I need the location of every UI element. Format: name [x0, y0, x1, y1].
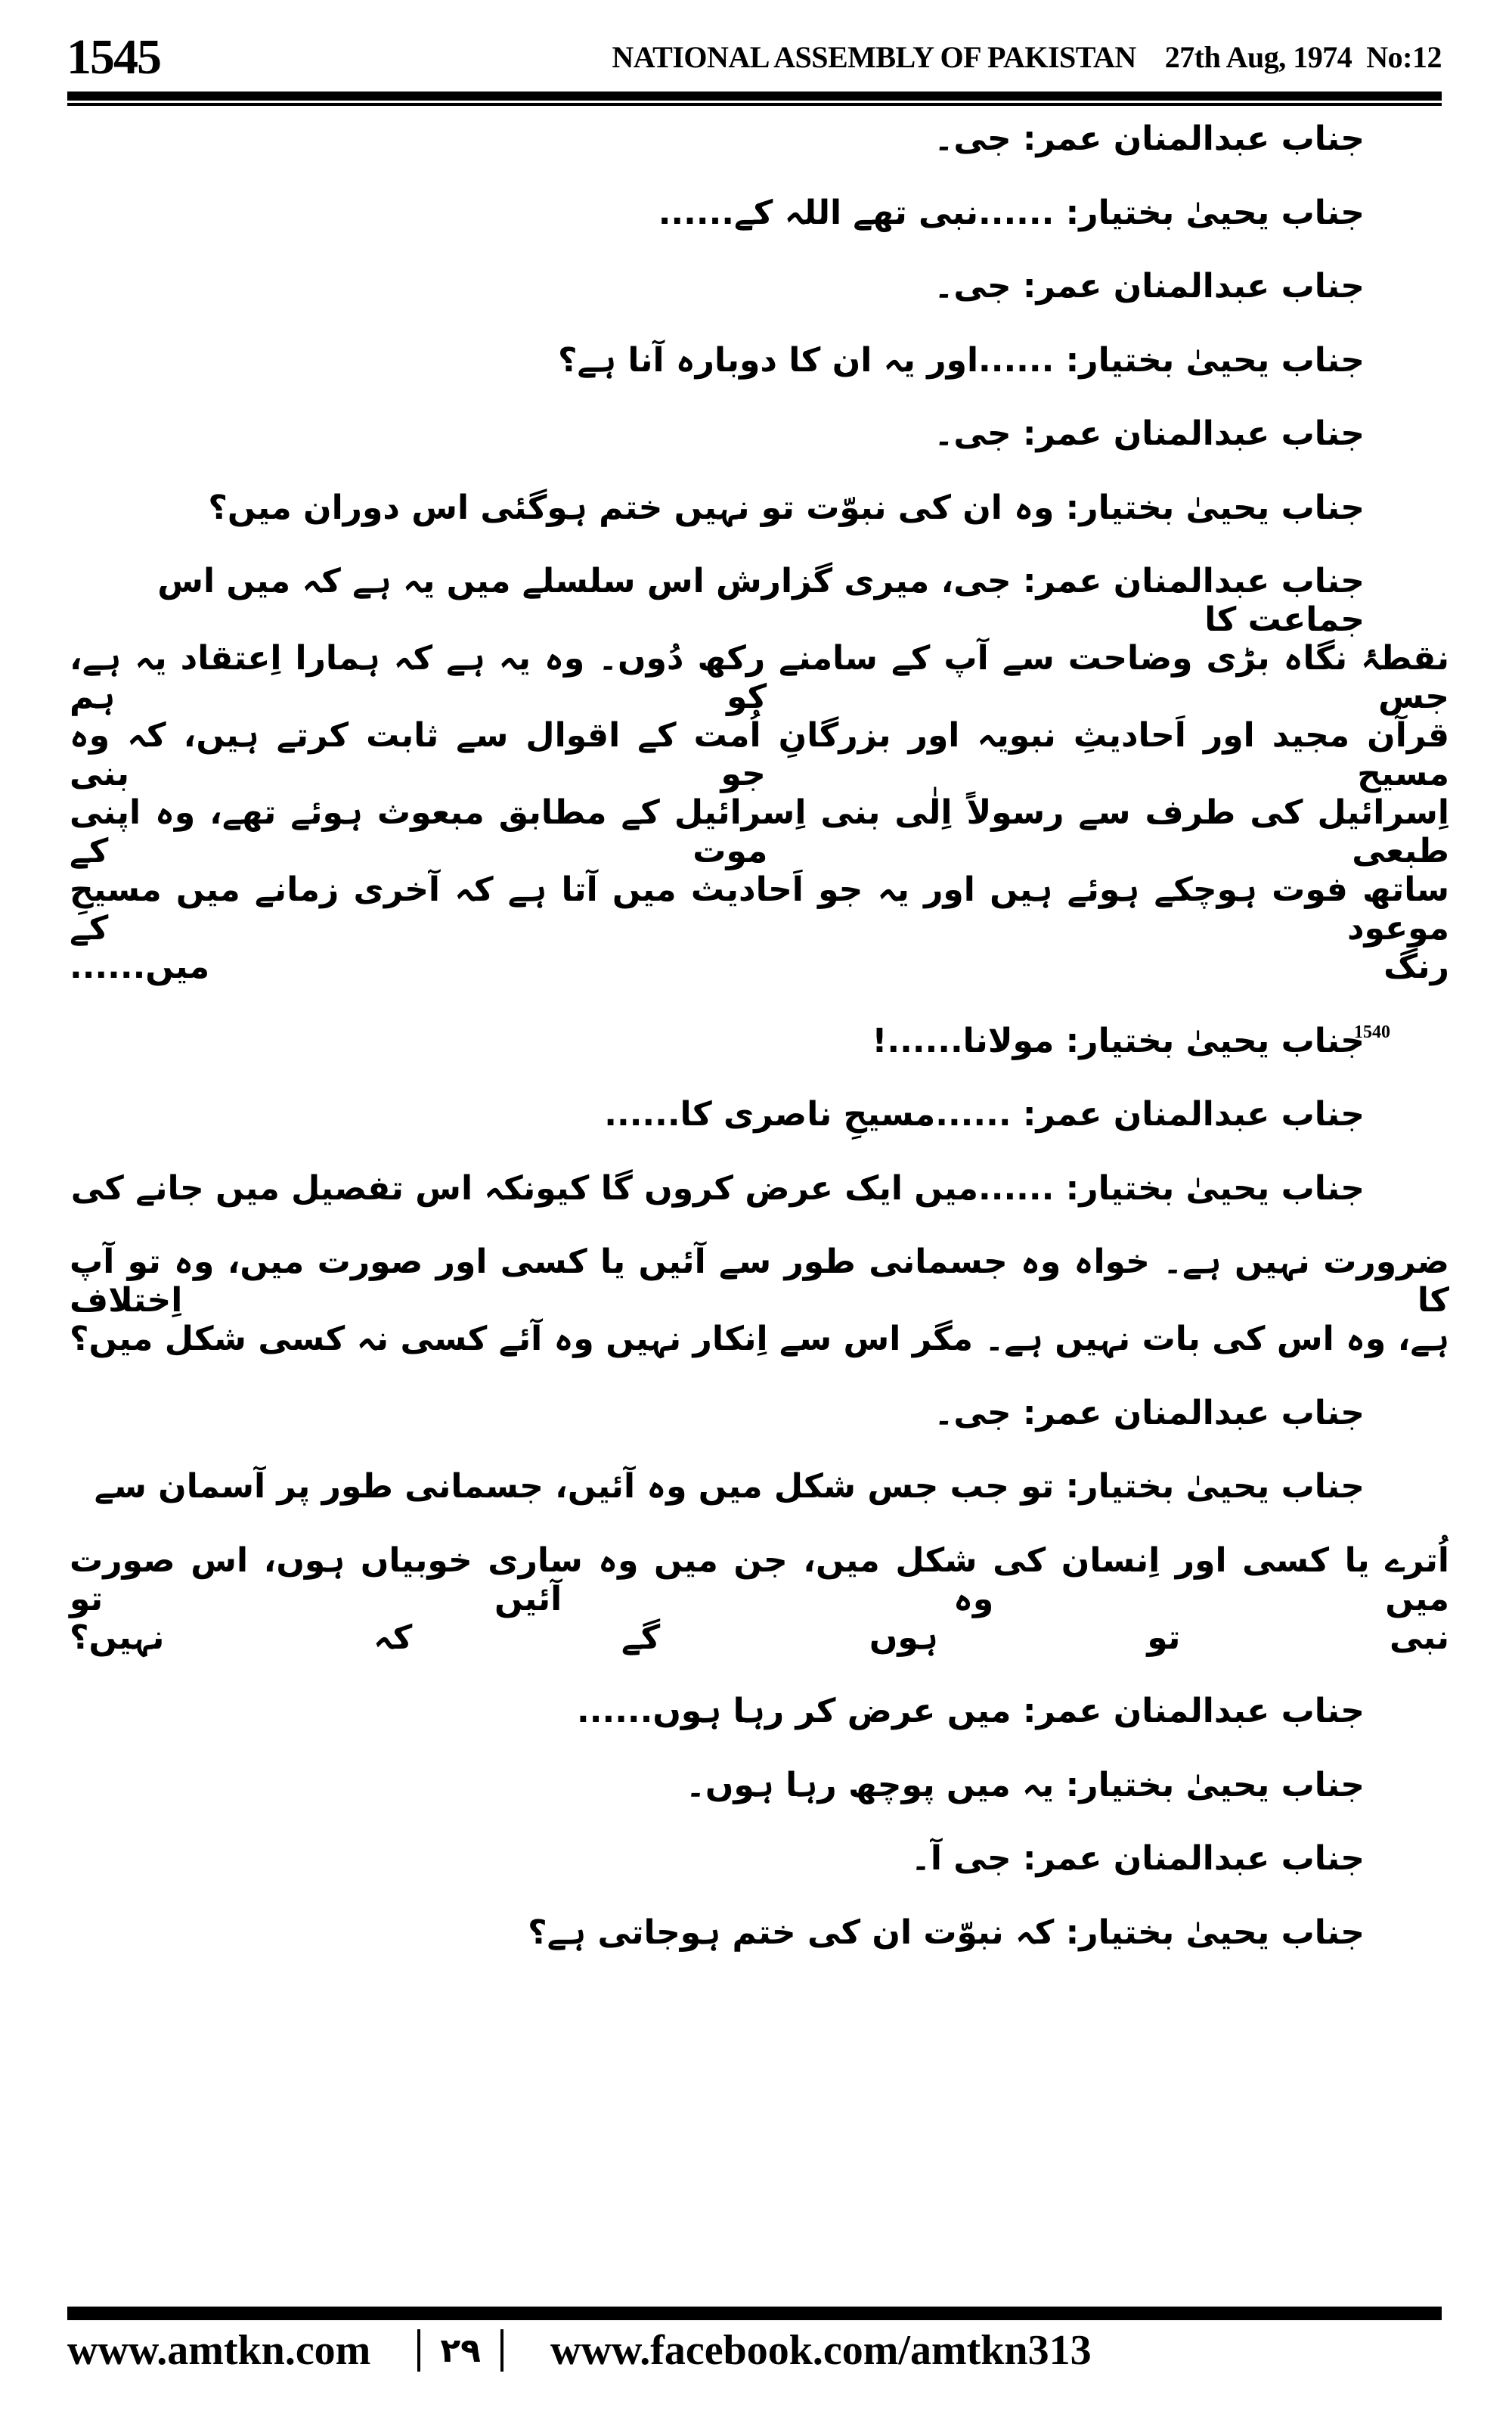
dialogue-line	[70, 1766, 1449, 1840]
header-rule-thin	[67, 103, 1442, 106]
line-text: یہ میں پوچھ رہا ہوں۔	[686, 1765, 1066, 1804]
line-text: ......مسیحِ ناصری کا......	[604, 1095, 1023, 1134]
paragraph-line	[70, 1541, 1449, 1618]
line-text: ......میں ایک عرض کروں گا کیونکہ اس تفصیل میں جانے کی	[70, 1168, 1066, 1208]
line-text: مولانا......!	[872, 1021, 1066, 1060]
line-text: ضرورت نہیں ہے۔ خواہ وہ جسمانی طور سے آئیں یا کسی اور صورت میں، وہ تو آپ کا اِختلاف	[70, 1243, 1449, 1320]
dialogue-line	[70, 1692, 1449, 1766]
dialogue-line	[70, 341, 1449, 415]
dialogue-line	[70, 1022, 1449, 1096]
line-text: جی آ۔	[911, 1839, 1023, 1878]
speaker-name: جناب یحییٰ بختیار:	[1065, 193, 1365, 232]
line-text: اِسرائیل کی طرف سے رسولاً اِلٰی بنی اِسرائیل کے مطابق مبعوث ہوئے تھے، وہ اپنی طبعی موت کے	[70, 793, 1449, 870]
paragraph-line	[70, 716, 1449, 793]
footnote-marker: 1540	[1354, 1022, 1390, 1042]
dialogue-line	[70, 1467, 1449, 1541]
paragraph-line	[70, 1320, 1449, 1394]
dialogue-line	[70, 1394, 1449, 1468]
dialogue-line	[70, 562, 1449, 639]
speaker-name: جناب عبدالمنان عمر:	[1022, 267, 1365, 306]
dialogue-line	[70, 1839, 1449, 1913]
header-rule-thick	[67, 92, 1442, 101]
line-text: ......نبی تھے اللہ کے......	[658, 193, 1066, 232]
speaker-name: جناب یحییٰ بختیار:	[1065, 1021, 1365, 1060]
speaker-name: جناب عبدالمنان عمر:	[1022, 1692, 1365, 1730]
paragraph-line	[70, 793, 1449, 870]
dialogue-line	[70, 119, 1449, 194]
line-text: نبی تو ہوں گے کہ نہیں؟	[70, 1618, 1449, 1657]
paragraph-line	[70, 639, 1449, 716]
footer-divider	[500, 2329, 503, 2372]
speaker-name: جناب عبدالمنان عمر:	[1022, 1095, 1365, 1134]
line-text: جی۔	[934, 414, 1023, 453]
dialogue-line	[70, 414, 1449, 489]
page-number: 1545	[67, 29, 160, 85]
line-text: تو جب جس شکل میں وہ آئیں، جسمانی طور پر آسمان سے	[94, 1467, 1066, 1506]
paragraph-line	[70, 1618, 1449, 1692]
line-text: جی۔	[934, 267, 1023, 306]
speaker-name: جناب عبدالمنان عمر:	[1022, 1393, 1365, 1432]
line-text: ہے، وہ اس کی بات نہیں ہے۔ مگر اس سے اِنکار نہیں وہ آئے کسی نہ کسی شکل میں؟	[70, 1320, 1449, 1358]
footer-website-link[interactable]: www.amtkn.com	[67, 2327, 371, 2374]
speaker-name: جناب یحییٰ بختیار:	[1065, 1168, 1365, 1208]
dialogue-line	[70, 1095, 1449, 1169]
dialogue-line	[70, 194, 1449, 268]
line-text: رنگ میں......	[70, 948, 1449, 986]
paragraph-line	[70, 870, 1449, 948]
footer-rule	[67, 2307, 1442, 2320]
dialogue-line	[70, 489, 1449, 563]
dialogue-line	[70, 1913, 1449, 1987]
speaker-name: جناب عبدالمنان عمر:	[1022, 1839, 1365, 1878]
footer-divider	[417, 2329, 420, 2372]
speaker-name: جناب یحییٰ بختیار:	[1065, 1765, 1365, 1804]
transcript-body	[70, 119, 1449, 1987]
line-text: قرآن مجید اور اَحادیثِ نبویہ اور بزرگانِ اُمت کے اقوال سے ثابت کرتے ہیں، کہ وہ مسیح جو بنی	[70, 716, 1449, 793]
dialogue-line	[70, 267, 1449, 341]
line-text: میں عرض کر رہا ہوں......	[577, 1692, 1023, 1730]
line-text: وہ ان کی نبوّت تو نہیں ختم ہوگئی اس دوران میں؟	[208, 488, 1066, 527]
footer-facebook-link[interactable]: www.facebook.com/amtkn313	[550, 2327, 1092, 2374]
line-text: ساتھ فوت ہوچکے ہوئے ہیں اور یہ جو اَحادیث میں آتا ہے کہ آخری زمانے میں مسیحِ موعود کے	[70, 870, 1449, 948]
line-text: جی۔	[934, 1393, 1023, 1432]
speaker-name: جناب یحییٰ بختیار:	[1065, 340, 1365, 380]
speaker-name: جناب عبدالمنان عمر:	[1022, 562, 1365, 600]
paragraph-line	[70, 1243, 1449, 1320]
line-text: ......اور یہ ان کا دوبارہ آنا ہے؟	[558, 340, 1066, 380]
speaker-name: جناب عبدالمنان عمر:	[1022, 414, 1365, 453]
speaker-name: جناب یحییٰ بختیار:	[1065, 1913, 1365, 1952]
speaker-name: جناب یحییٰ بختیار:	[1065, 1467, 1365, 1506]
line-text: اُترے یا کسی اور اِنسان کی شکل میں، جن میں وہ ساری خوبیاں ہوں، اس صورت میں وہ آئیں تو	[70, 1540, 1449, 1618]
line-text: کہ نبوّت ان کی ختم ہوجاتی ہے؟	[528, 1913, 1066, 1952]
speaker-name: جناب عبدالمنان عمر:	[1022, 119, 1365, 158]
line-text: جی۔	[934, 119, 1023, 158]
footer-page-number: ۲۹	[440, 2331, 482, 2370]
paragraph-line	[70, 948, 1449, 1022]
footer	[67, 2326, 1442, 2375]
dialogue-line	[70, 1169, 1449, 1243]
speaker-name: جناب یحییٰ بختیار:	[1065, 488, 1365, 527]
line-text: نقطۂ نگاہ بڑی وضاحت سے آپ کے سامنے رکھ دُوں۔ وہ یہ ہے کہ ہمارا اِعتقاد یہ ہے، جس کو ہم	[70, 639, 1449, 716]
header-title: NATIONAL ASSEMBLY OF PAKISTAN 27th Aug, 1974 No:12	[612, 40, 1442, 74]
line-text: جی، میری گزارش اس سلسلے میں یہ ہے کہ میں اس جماعت کا	[157, 562, 1365, 639]
